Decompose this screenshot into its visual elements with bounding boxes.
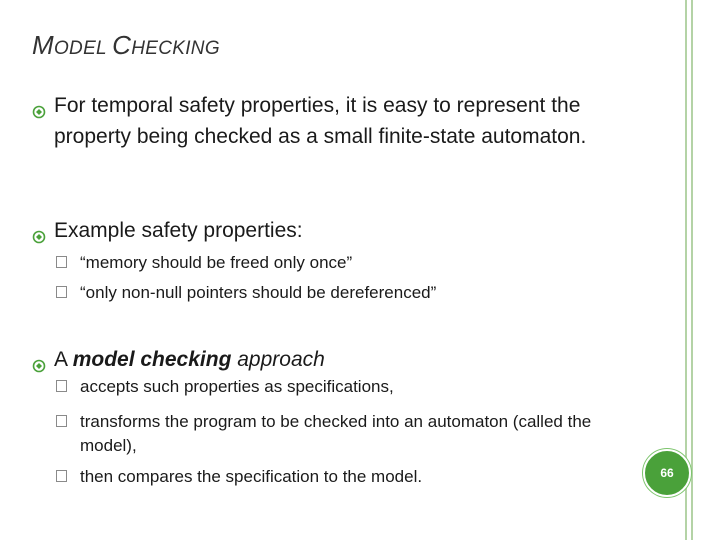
sub-bullet-text: “memory should be freed only once” xyxy=(80,253,353,272)
sub-bullet-text: transforms the program to be checked into an automaton (called the model), xyxy=(80,412,592,455)
checkbox-icon xyxy=(56,470,67,482)
slide-title: MODEL CHECKING xyxy=(32,30,220,60)
sub-bullet-text: accepts such properties as specifications, xyxy=(80,377,394,396)
decorative-rail-right xyxy=(691,0,693,540)
checkbox-icon xyxy=(56,380,67,392)
page-number-badge: 66 xyxy=(643,449,691,497)
recycle-leaf-bullet-icon xyxy=(32,222,46,236)
sub-bullet-text: then compares the specification to the model. xyxy=(80,467,423,486)
bullet-text: A model checking approach xyxy=(54,348,325,371)
checkbox-icon xyxy=(56,286,67,298)
checkbox-icon xyxy=(56,415,67,427)
recycle-leaf-bullet-icon xyxy=(32,97,46,111)
emphasis-text: model checking xyxy=(72,348,232,371)
checkbox-icon xyxy=(56,256,67,268)
recycle-leaf-bullet-icon xyxy=(32,351,46,365)
sub-bullet-text: “only non-null pointers should be dereferenced” xyxy=(80,283,437,302)
bullet-text: Example safety properties: xyxy=(54,219,303,242)
bullet-text: For temporal safety properties, it is easy to represent the property being checked as a small finite-state automaton. xyxy=(54,94,587,148)
